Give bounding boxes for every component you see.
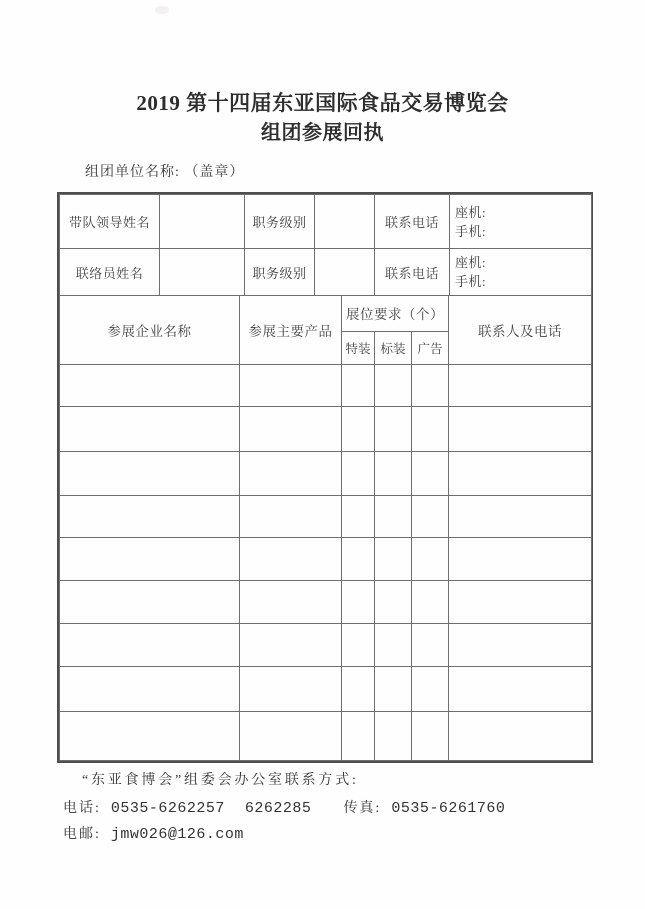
- blank-cell: [60, 364, 240, 406]
- leader-phone-input-cell: [450, 195, 592, 249]
- unit-name-label: 组团单位名称: （盖章）: [85, 165, 245, 180]
- blank-cell: [60, 537, 240, 580]
- liaison-row: [60, 249, 592, 296]
- blank-row: [60, 711, 592, 760]
- footer-email-line: [63, 823, 244, 843]
- blank-row: [60, 451, 592, 495]
- phone-number-1: 0535-6262257: [110, 800, 225, 817]
- leader-row: [60, 195, 592, 249]
- liaison-phone-label: 联系电话: [375, 249, 450, 296]
- blank-cell: [60, 666, 240, 711]
- liaison-landline-label: 座机:: [455, 255, 487, 270]
- email-address: jmw026@126.com: [110, 826, 244, 843]
- liaison-mobile-label: 手机:: [455, 274, 487, 289]
- footer-phone-line: [63, 797, 505, 817]
- leader-mobile-label: 手机:: [455, 223, 487, 239]
- leader-phone-label: 联系电话: [375, 195, 450, 249]
- booth-type-standard-header: 标装: [375, 331, 412, 364]
- fax-number: 0535-6261760: [391, 800, 506, 817]
- exhibitors-table: [59, 296, 592, 761]
- page-title: 2019 第十四届东亚国际食品交易博览会: [136, 91, 509, 115]
- blank-cell: [60, 580, 240, 623]
- blank-row: [60, 666, 592, 711]
- blank-row: [60, 580, 592, 623]
- blank-row: [60, 406, 592, 451]
- booth-requirement-header: 展位要求（个）: [342, 296, 449, 331]
- blank-cell: [60, 451, 240, 495]
- leader-name-input-cell: [160, 195, 245, 249]
- liaison-name-label: 联络员姓名: [60, 249, 160, 296]
- footer-heading: “东亚食博会”组委会办公室联系方式:: [82, 773, 359, 788]
- blank-row: [60, 537, 592, 580]
- blank-cell: [60, 711, 240, 760]
- leader-name-label: 带队领导姓名: [60, 195, 160, 249]
- blank-row: [60, 623, 592, 666]
- company-name-header: 参展企业名称: [60, 296, 240, 364]
- liaison-name-input-cell: [160, 249, 245, 296]
- booth-type-ad-header: 广告: [412, 331, 449, 364]
- email-label: 电邮:: [63, 827, 101, 842]
- exhibitor-header-row: [60, 296, 592, 331]
- phone-number-2: 6262285: [244, 800, 312, 817]
- fax-label: 传真:: [343, 801, 382, 816]
- blank-cell: [60, 406, 240, 451]
- leaders-table: [59, 194, 592, 296]
- blank-cell: [60, 495, 240, 537]
- page-subtitle: 组团参展回执: [261, 122, 384, 144]
- leader-duty-label: 职务级别: [245, 195, 315, 249]
- contact-person-header: 联系人及电话: [449, 296, 592, 364]
- liaison-duty-label: 职务级别: [245, 249, 315, 296]
- blank-cell: [60, 623, 240, 666]
- booth-type-special-header: 特装: [342, 331, 375, 364]
- leader-landline-label: 座机:: [455, 204, 487, 220]
- liaison-duty-input-cell: [315, 249, 375, 296]
- phone-label: 电话:: [63, 801, 101, 816]
- blank-row: [60, 364, 592, 406]
- registration-table: [57, 192, 593, 763]
- liaison-phone-input-cell: [450, 249, 592, 296]
- blank-row: [60, 495, 592, 537]
- leader-duty-input-cell: [315, 195, 375, 249]
- scan-artifact: [155, 6, 169, 14]
- main-products-header: 参展主要产品: [240, 296, 342, 364]
